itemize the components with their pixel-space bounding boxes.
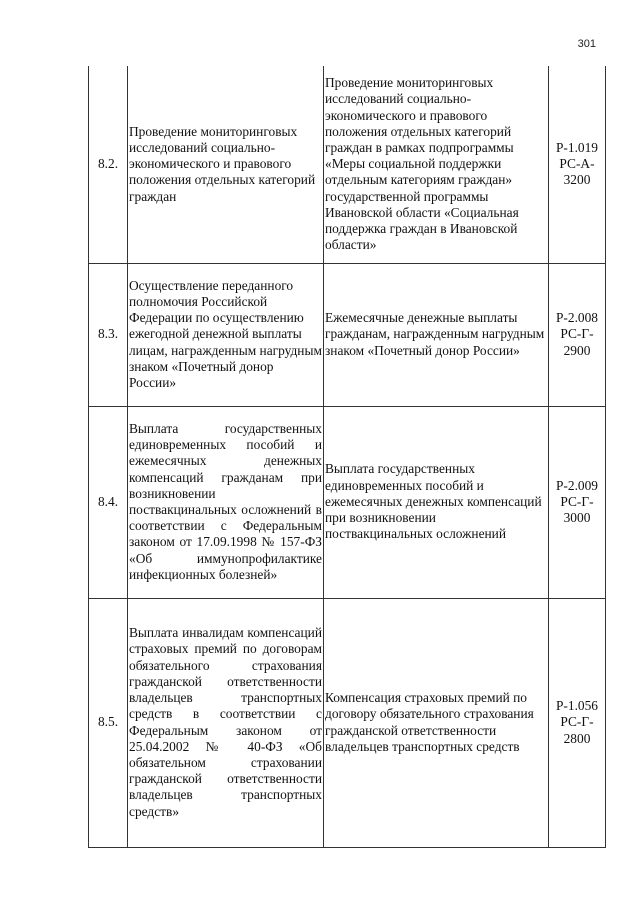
- expense-purpose: Ежемесячные денежные выплаты гражданам, награжденным нагрудным знаком «Почетный донор России»: [324, 263, 549, 406]
- classification-code: [549, 263, 606, 406]
- expense-purpose: Проведение мониторинговых исследований социально-экономического и правового положения отдельных категорий граждан в рамках подпрограммы «Меры социальной поддержки отдельным категориям граждан» государственной программы Ивановской области «Социальная поддержка граждан в Ивановской области»: [324, 66, 549, 263]
- code-part: Р-1.019: [555, 139, 599, 155]
- code-part: Р-1.056: [555, 698, 599, 714]
- classification-code: [549, 406, 606, 598]
- row-number: 8.4.: [89, 406, 128, 598]
- code-part: РС-Г-: [560, 714, 594, 730]
- classification-code: [549, 66, 606, 263]
- code-part: 2800: [563, 730, 591, 746]
- code-part: Р-2.009: [555, 477, 599, 493]
- expense-name: Выплата инвалидам компенсаций страховых премий по договорам обязательного страхования гражданской ответственности владельцев транспортных средств в соответствии с Федеральным законом от 25.04.2002 № 40-ФЗ «Об обязательном страховании гражданской ответственности владельцев транспортных средств»: [128, 598, 324, 847]
- code-part: 2900: [563, 342, 591, 358]
- page-number: 301: [577, 38, 596, 50]
- expense-name: Осуществление переданного полномочия Российской Федерации по осуществлению ежегодной денежной выплаты лицам, награжденным нагрудным знаком «Почетный донор России»: [128, 263, 324, 406]
- table-row: [89, 66, 606, 263]
- row-number: 8.5.: [89, 598, 128, 847]
- row-number: 8.2.: [89, 66, 128, 263]
- table-row: [89, 598, 606, 847]
- code-part: РС-Г-: [560, 326, 594, 342]
- expense-purpose: Выплата государственных единовременных пособий и ежемесячных денежных компенсаций при возникновении поствакцинальных осложнений: [324, 406, 549, 598]
- row-number: 8.3.: [89, 263, 128, 406]
- table-row: [89, 406, 606, 598]
- table-row: [89, 263, 606, 406]
- code-part: РС-А-: [559, 156, 595, 172]
- code-part: Р-2.008: [555, 310, 599, 326]
- expense-name: Проведение мониторинговых исследований социально-экономического и правового положения отдельных категорий граждан: [128, 66, 324, 263]
- classification-code: [549, 598, 606, 847]
- budget-classification-table: [88, 66, 606, 848]
- expense-name: Выплата государственных единовременных пособий и ежемесячных денежных компенсаций гражданам при возникновении поствакцинальных осложнений в соответствии с Федеральным законом от 17.09.1998 № 157-ФЗ «Об иммунопрофилактике инфекционных болезней»: [128, 406, 324, 598]
- code-part: РС-Г-: [560, 493, 594, 509]
- expense-purpose: Компенсация страховых премий по договору обязательного страхования гражданской ответственности владельцев транспортных средств: [324, 598, 549, 847]
- code-part: 3200: [563, 172, 591, 188]
- code-part: 3000: [563, 510, 591, 526]
